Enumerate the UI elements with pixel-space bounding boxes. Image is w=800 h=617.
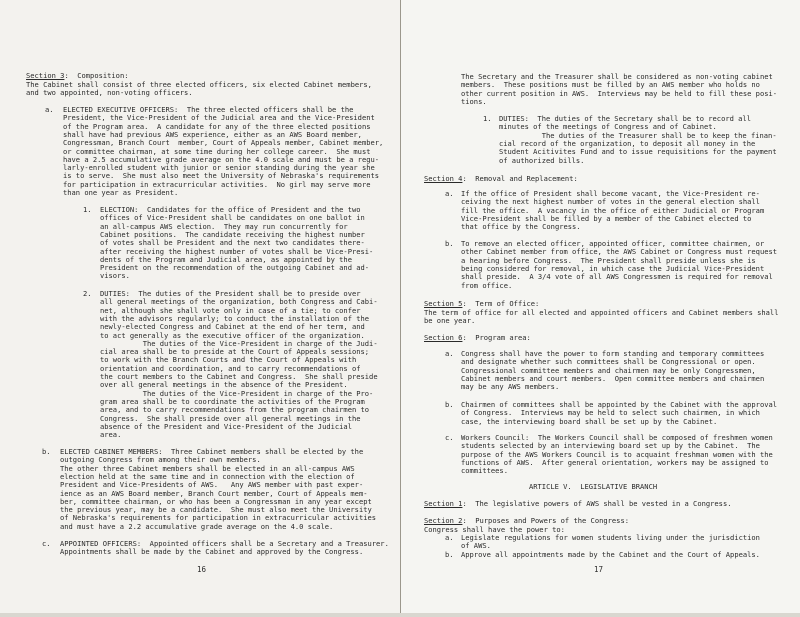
duties-text: The duties of the Treasurer shall be to keep the finan- — [499, 130, 777, 140]
section-2-a-text: of AWS. — [461, 541, 491, 551]
item-2-text: The duties of the Vice-President in charge of the Pro- — [100, 388, 374, 398]
item-2-text: net, although she shall vote only in case of a tie; to confer — [100, 305, 361, 315]
item-b-label: b. — [42, 447, 51, 456]
section-4-a-text: fill the office. A vacancy in the office of either Judicial or Program — [461, 205, 765, 215]
section-1-title: : The legislative powers of AWS shall be vested in a Congress. — [462, 499, 732, 508]
item-1-text: offices of Vice-President shall be candidates on one ballot in — [100, 213, 365, 223]
item-a-label: a. — [45, 105, 54, 114]
page-bottom-edge — [0, 613, 800, 617]
page-number-right: 17 — [594, 565, 604, 574]
cabinet-intro: The Secretary and the Treasurer shall be considered as non-voting cabinet — [461, 72, 773, 81]
item-2-text: all general meetings of the organization, both Congress and Cabi- — [100, 297, 378, 307]
section-2-a-label: a. — [445, 533, 454, 542]
duties-text: minutes of the meetings of Congress and of Cabinet. — [499, 122, 717, 132]
item-c-text: Appointments shall be made by the Cabinet and approved by the Congress. — [60, 547, 364, 557]
item-1-text: of votes shall be President and the next two candidates there- — [100, 238, 365, 248]
item-2-text: to work with the Branch Courts and the Court of Appeals with — [100, 355, 357, 365]
section-2-a-text: Legislate regulations for women students living under the jurisdiction — [461, 533, 760, 542]
section-4-a-text: Vice-President shall be filled by a member of the Cabinet elected to — [461, 213, 752, 223]
duties-label: 1. — [483, 114, 492, 123]
item-2-text: area, and to carry recommendations from the program chairmen to — [100, 405, 370, 415]
section-4-heading: Section 4 — [424, 174, 463, 183]
section-4-title: : Removal and Replacement: — [462, 174, 578, 183]
section-5-heading: Section 5 — [424, 299, 463, 308]
item-1-text: ELECTION: Candidates for the office of President and the two — [100, 205, 361, 214]
section-4-b-text: To remove an elected officer, appointed officer, committee chairmen, or — [461, 239, 765, 248]
duties-text: of authorized bills. — [499, 155, 585, 165]
section-6-c-text: students selected by an interviewing board set up by the Cabinet. The — [461, 441, 760, 451]
item-2-text: The duties of the Vice-President in charge of the Judi- — [100, 338, 378, 348]
section-6-a-text: Congressional committee members and chairmen may be only Congressmen, — [461, 365, 756, 375]
section-3-heading: Section 3 — [26, 71, 65, 80]
section-2-title: : Purposes and Powers of the Congress: — [462, 516, 629, 525]
section-6-b-text: Chairmen of committees shall be appointed by the Cabinet with the approval — [461, 400, 778, 409]
section-6-c-text: committees. — [461, 466, 508, 476]
section-6-a-text: Cabinet members and court members. Open committee members and chairmen — [461, 373, 765, 383]
item-a-text: shall have had previous AWS experience, either as an AWS Board member, — [63, 129, 362, 139]
duties-text: cial record of the organization, to deposit all money in the — [499, 138, 756, 148]
item-b-text: The other three Cabinet members shall be elected in an all-campus AWS — [60, 463, 355, 473]
item-1-text: Cabinet positions. The candidate receiving the highest number — [100, 229, 365, 239]
section-6-a-text: may be any AWS members. — [461, 382, 560, 392]
item-b-text: ELECTED CABINET MEMBERS: Three Cabinet members shall be elected by the — [60, 447, 364, 456]
item-b-text: and must have a 2.2 accumulative grade average on the 4.0 scale. — [60, 521, 334, 531]
section-2-heading: Section 2 — [424, 516, 463, 525]
section-3-title: : Composition: — [64, 71, 129, 80]
section-6-a-label: a. — [445, 349, 454, 358]
section-4-b-text: from office. — [461, 280, 513, 290]
item-c-label: c. — [42, 539, 51, 548]
section-5-text: The term of office for all elected and appointed officers and Cabinet members shall — [424, 307, 779, 317]
section-3-intro: and two appointed, non-voting officers. — [26, 87, 193, 97]
item-2-text: gram area shall be to coordinate the activities of the Program — [100, 396, 365, 406]
item-b-text: ience as an AWS Board member, Branch Court member, Court of Appeals mem- — [60, 488, 368, 498]
item-a-text: or committee chairman, at some time during her college career. She must — [63, 146, 371, 156]
item-1-text: dents of the Program and Judicial area, as appointed by the — [100, 254, 352, 264]
item-1-text: visors. — [100, 271, 130, 281]
cabinet-intro: tions. — [461, 96, 487, 106]
section-6-b-label: b. — [445, 400, 454, 409]
item-a-text: Congressman, Branch Court member, Court of Appeals member, Cabinet member, — [63, 138, 384, 148]
section-5-title: : Term of Office: — [462, 299, 540, 308]
item-c-text: APPOINTED OFFICERS: Appointed officers shall be a Secretary and a Treasurer. — [60, 539, 389, 548]
section-2-b-label: b. — [445, 550, 454, 559]
duties-text: DUTIES: The duties of the Secretary shall be to record all — [499, 114, 751, 123]
section-4-b-text: being considered for removal, in which case the Judicial Vice-President — [461, 263, 765, 273]
item-a-text: President, the Vice-President of the Judicial area and the Vice-President — [63, 113, 375, 123]
section-4-b-text: other Cabinet member from office, the AWS Cabinet or Congress must request — [461, 247, 778, 257]
section-1-heading: Section 1 — [424, 499, 463, 508]
item-2-label: 2. — [83, 289, 92, 298]
item-2-text: to act generally as the executive officer of the organization. — [100, 330, 365, 340]
section-6-b-text: case, the interviewing board shall be set up by the Cabinet. — [461, 416, 718, 426]
section-6-c-text: purpose of the AWS Workers Council is to acquaint freshman women with the — [461, 449, 773, 459]
item-a-text: than one year as President. — [63, 188, 179, 197]
item-2-text: Congress. She shall preside over all general meetings in the — [100, 413, 361, 423]
section-4-a-text: If the office of President shall become vacant, the Vice-President re- — [461, 189, 760, 198]
item-2-text: orientation and coordination, and to carry recommendations of — [100, 363, 361, 373]
section-6-heading: Section 6 — [424, 333, 463, 342]
item-2-text: DUTIES: The duties of the President shall be to preside over — [100, 289, 361, 298]
duties-text: Student Acitivites Fund and to issue requisitions for the payment — [499, 147, 777, 157]
cabinet-intro: other current position in AWS. Interviews may be held to fill these posi- — [461, 88, 778, 98]
section-6-title: : Program area: — [462, 333, 531, 342]
section-4-a-text: that office by the Congress. — [461, 222, 581, 232]
section-5-text: be one year. — [424, 315, 476, 325]
section-6-c-text: Workers Council: The Workers Council shall be composed of freshmen women — [461, 433, 773, 442]
item-2-text: absence of the President and Vice-President of the Judicial — [100, 421, 352, 431]
page-number-left: 16 — [197, 565, 207, 574]
section-4-a-text: ceiving the next highest number of votes in the general election shall — [461, 197, 760, 207]
section-6-a-text: Congress shall have the power to form standing and temporary committees — [461, 349, 765, 358]
item-b-text: the previous year, may be a candidate. She must also meet the University — [60, 505, 372, 515]
item-a-text: larly-enrolled student with junior or senior standing during the year she — [63, 163, 375, 173]
section-4-b-label: b. — [445, 239, 454, 248]
item-b-text: President and Vice-Presidents of AWS. Any AWS member with past exper- — [60, 480, 364, 490]
cabinet-intro: members. These positions must be filled by an AWS member who holds no — [461, 80, 760, 90]
item-1-text: an all-campus AWS election. They may run concurrently for — [100, 221, 348, 231]
item-b-text: of Nebraska's requirements for participation in extracurricular activities — [60, 513, 377, 523]
item-2-text: cial area shall be to preside at the Court of Appeals sessions; — [100, 347, 370, 357]
section-6-c-label: c. — [445, 433, 454, 442]
section-2-b-text: Approve all appointments made by the Cabinet and the Court of Appeals. — [461, 550, 760, 559]
item-1-text: President on the recommendation of the outgoing Cabinet and ad- — [100, 263, 370, 273]
section-4-a-label: a. — [445, 189, 454, 198]
item-1-label: 1. — [83, 205, 92, 214]
article-5-title: ARTICLE V. LEGISLATIVE BRANCH — [529, 482, 658, 491]
section-4-b-text: a hearing before Congress. The President shall preside unless she is — [461, 255, 756, 265]
item-2-text: with the advisors regularly; to conduct the installation of the — [100, 313, 370, 323]
item-b-text: ber, committee chairman, or who has been a Congressman in any year except — [60, 496, 372, 506]
item-a-text: have a 2.5 accumulative grade average on the 4.0 scale and must be a regu- — [63, 154, 380, 164]
section-2-intro: Congress shall have the power to: — [424, 524, 565, 534]
item-b-text: outgoing Congress from among their own members. — [60, 455, 261, 465]
section-4-b-text: shall preside. A 3/4 vote of all AWS Congressmen is required for removal — [461, 272, 773, 282]
section-6-a-text: and designate whether such committees shall be Congressional or open. — [461, 357, 756, 367]
item-a-text: of the Program area. A candidate for any of the three elected positions — [63, 121, 371, 131]
item-2-text: over all general meetings in the absence of the President. — [100, 380, 348, 390]
item-a-text: for participation in extracurricular activities. No girl may serve more — [63, 179, 371, 189]
section-6-b-text: of Congress. Interviews may be held to select such chairmen, in which — [461, 408, 760, 418]
item-2-text: newly-elected Congress and Cabinet at the end of her term, and — [100, 322, 365, 332]
item-a-text: ELECTED EXECUTIVE OFFICERS: The three elected officers shall be the — [63, 105, 354, 114]
section-6-c-text: functions of AWS. After general orientation, workers may be assigned to — [461, 457, 769, 467]
section-3-intro: The Cabinet shall consist of three elected officers, six elected Cabinet members, — [26, 79, 372, 89]
item-b-text: election held at the same time and in connection with the election of — [60, 471, 355, 481]
item-1-text: after receiving the highest number of votes shall be Vice-Presi- — [100, 246, 374, 256]
item-2-text: the court members to the Cabinet and Congress. She shall preside — [100, 372, 378, 381]
item-2-text: area. — [100, 430, 122, 440]
item-a-text: is to serve. She must also meet the University of Nebraska's requirements — [63, 171, 380, 181]
